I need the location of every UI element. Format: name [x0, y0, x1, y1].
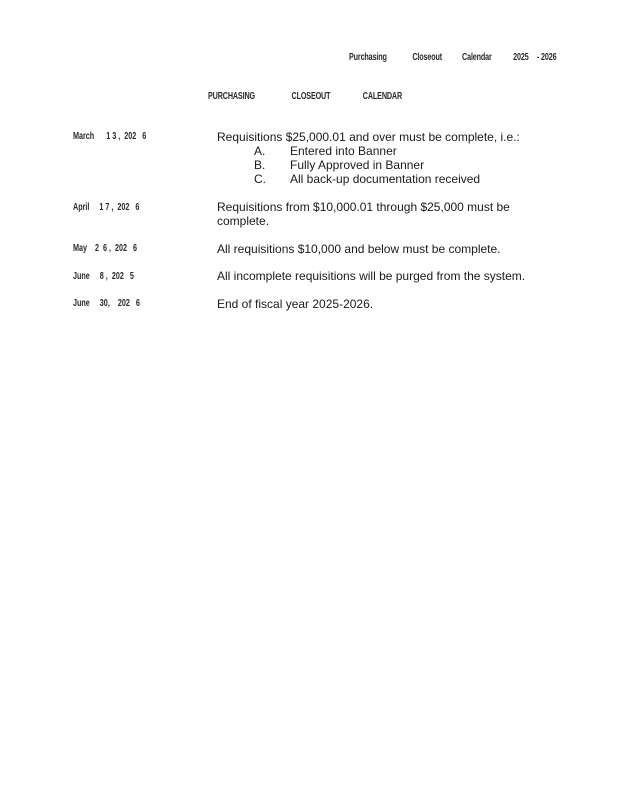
subitem-text: Fully Approved in Banner	[290, 158, 425, 172]
subitem-letter: A.	[254, 144, 266, 158]
entry-date: April 1 7 , 202 6	[73, 202, 140, 213]
entry-text: End of fiscal year 2025-2026.	[217, 297, 374, 311]
subitem-text: All back-up documentation received	[290, 172, 481, 186]
page-title	[208, 91, 402, 102]
header-purchasing: Purchasing	[349, 52, 387, 63]
header-year-end: - 2026	[536, 52, 557, 63]
title-purchasing: PURCHASING	[208, 91, 255, 102]
header-calendar: Calendar	[462, 52, 492, 63]
running-header	[349, 52, 556, 63]
header-year-start: 2025	[513, 52, 529, 63]
entry-date: March 1 3 , 202 6	[73, 131, 147, 142]
title-calendar: CALENDAR	[362, 91, 403, 102]
title-closeout: CLOSEOUT	[291, 91, 331, 102]
subitem-letter: C.	[254, 172, 266, 186]
entry-date: June 30, 202 6	[73, 298, 140, 309]
entry-date: May 2 6 , 202 6	[73, 243, 138, 254]
subitem-letter: B.	[254, 158, 266, 172]
entry-text: All incomplete requisitions will be purged from the system.	[217, 269, 526, 283]
entry-text: All requisitions $10,000 and below must be complete.	[217, 242, 501, 256]
subitem-text: Entered into Banner	[290, 144, 397, 158]
header-closeout: Closeout	[412, 52, 443, 63]
entry-text: Requisitions $25,000.01 and over must be complete, i.e.:	[217, 130, 520, 144]
entry-date: June 8 , 202 5	[73, 271, 134, 282]
entry-text: Requisitions from $10,000.01 through $25,000 must be complete.	[217, 200, 510, 228]
